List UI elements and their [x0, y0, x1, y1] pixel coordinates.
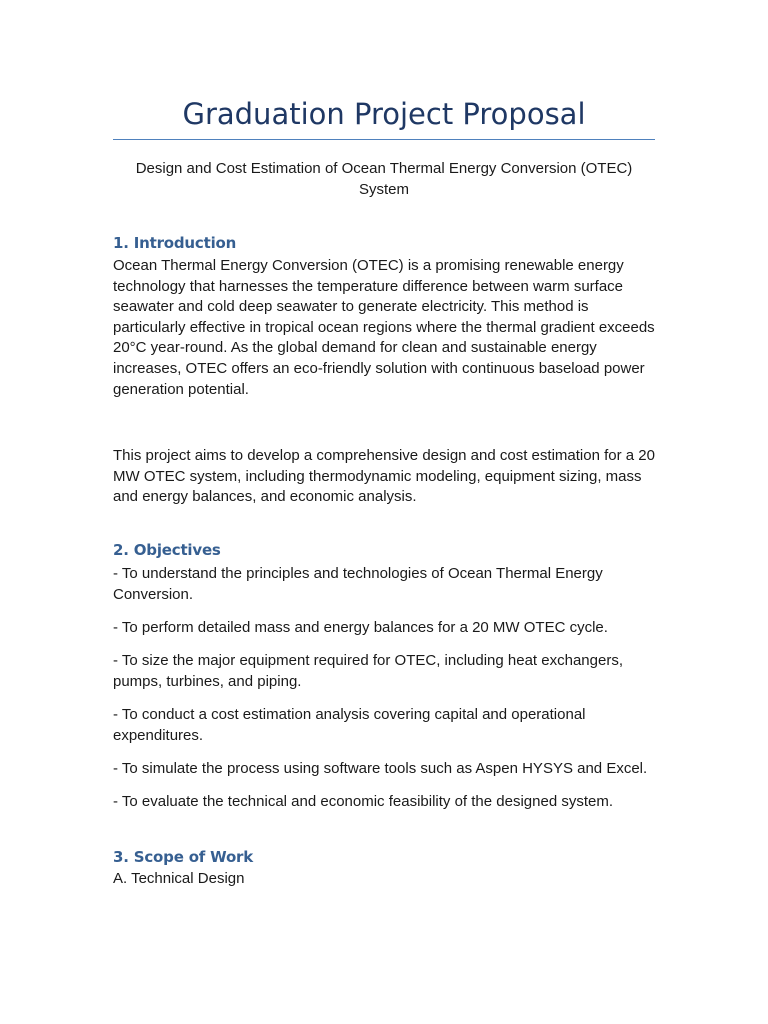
objective-item: - To conduct a cost estimation analysis covering capital and operational expenditures. — [113, 706, 586, 744]
objective-item: - To simulate the process using software tools such as Aspen HYSYS and Excel. — [113, 760, 648, 777]
objective-item: - To perform detailed mass and energy balances for a 20 MW OTEC cycle. — [113, 619, 608, 636]
title-underline — [113, 139, 655, 140]
scope-subheading: A. Technical Design — [113, 870, 245, 887]
objective-item: - To evaluate the technical and economic feasibility of the designed system. — [113, 793, 614, 810]
section-heading-objectives: 2. Objectives — [113, 541, 221, 559]
objective-item: - To size the major equipment required for OTEC, including heat exchangers, pumps, turbines, and piping. — [113, 652, 623, 690]
objective-item: - To understand the principles and technologies of Ocean Thermal Energy Conversion. — [113, 565, 603, 603]
introduction-paragraph: This project aims to develop a comprehensive design and cost estimation for a 20 MW OTEC system, including thermodynamic modeling, equipment sizing, mass and energy balances, and economic analysis. — [113, 447, 655, 506]
document-title: Graduation Project Proposal — [182, 97, 586, 131]
introduction-paragraph: Ocean Thermal Energy Conversion (OTEC) is a promising renewable energy technology that harnesses the temperature difference between warm surface seawater and cold deep seawater to generate electricity. This method is particularly effective in tropical ocean regions where the thermal gradient exceeds 20°C year-round. As the global demand for clean and sustainable energy increases, OTEC offers an eco-friendly solution with continuous baseload power generation potential. — [113, 257, 655, 398]
section-heading-scope-of-work: 3. Scope of Work — [113, 848, 254, 866]
document-subtitle: Design and Cost Estimation of Ocean Thermal Energy Conversion (OTEC) System — [135, 160, 633, 198]
section-heading-introduction: 1. Introduction — [113, 234, 237, 252]
